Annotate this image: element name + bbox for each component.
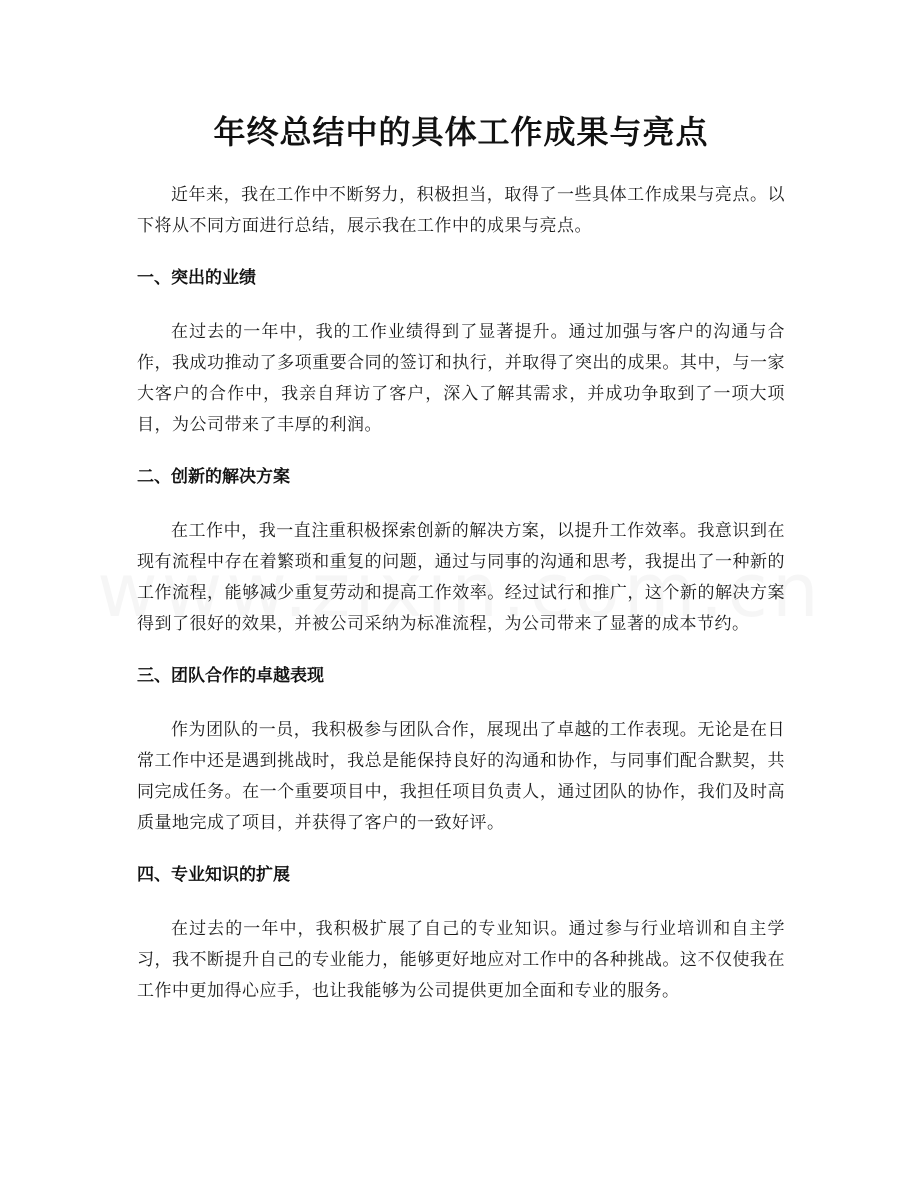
section-heading-teamwork: 三、团队合作的卓越表现 (137, 666, 324, 686)
document-page (137, 0, 785, 1007)
section-body-teamwork: 作为团队的一员，我积极参与团队合作，展现出了卓越的工作表现。无论是在日常工作中还是遇到挑战时，我总是能保持良好的沟通和协作，与同事们配合默契，共同完成任务。在一个重要项目中，我担任项目负责人，通过团队的协作，我们及时高质量地完成了项目，并获得了客户的一致好评。 (137, 720, 785, 833)
section-heading-achievements: 一、突出的业绩 (137, 268, 256, 288)
document-title: 年终总结中的具体工作成果与亮点 (213, 113, 709, 151)
section-body-achievements: 在过去的一年中，我的工作业绩得到了显著提升。通过加强与客户的沟通与合作，我成功推动了多项重要合同的签订和执行，并取得了突出的成果。其中，与一家大客户的合作中，我亲自拜访了客户，深入了解其需求，并成功争取到了一项大项目，为公司带来了丰厚的利润。 (137, 322, 785, 435)
section-body-innovation: 在工作中，我一直注重积极探索创新的解决方案，以提升工作效率。我意识到在现有流程中存在着繁琐和重复的问题，通过与同事的沟通和思考，我提出了一种新的工作流程，能够减少重复劳动和提高工作效率。经过试行和推广，这个新的解决方案得到了很好的效果，并被公司采纳为标准流程，为公司带来了显著的成本节约。 (137, 521, 785, 634)
section-body-knowledge: 在过去的一年中，我积极扩展了自己的专业知识。通过参与行业培训和自主学习，我不断提升自己的专业能力，能够更好地应对工作中的各种挑战。这不仅使我在工作中更加得心应手，也让我能够为公司提供更加全面和专业的服务。 (137, 919, 785, 1001)
section-heading-innovation: 二、创新的解决方案 (137, 467, 290, 487)
section-heading-knowledge: 四、专业知识的扩展 (137, 865, 290, 885)
intro-paragraph: 近年来，我在工作中不断努力，积极担当，取得了一些具体工作成果与亮点。以下将从不同方面进行总结，展示我在工作中的成果与亮点。 (137, 185, 785, 236)
